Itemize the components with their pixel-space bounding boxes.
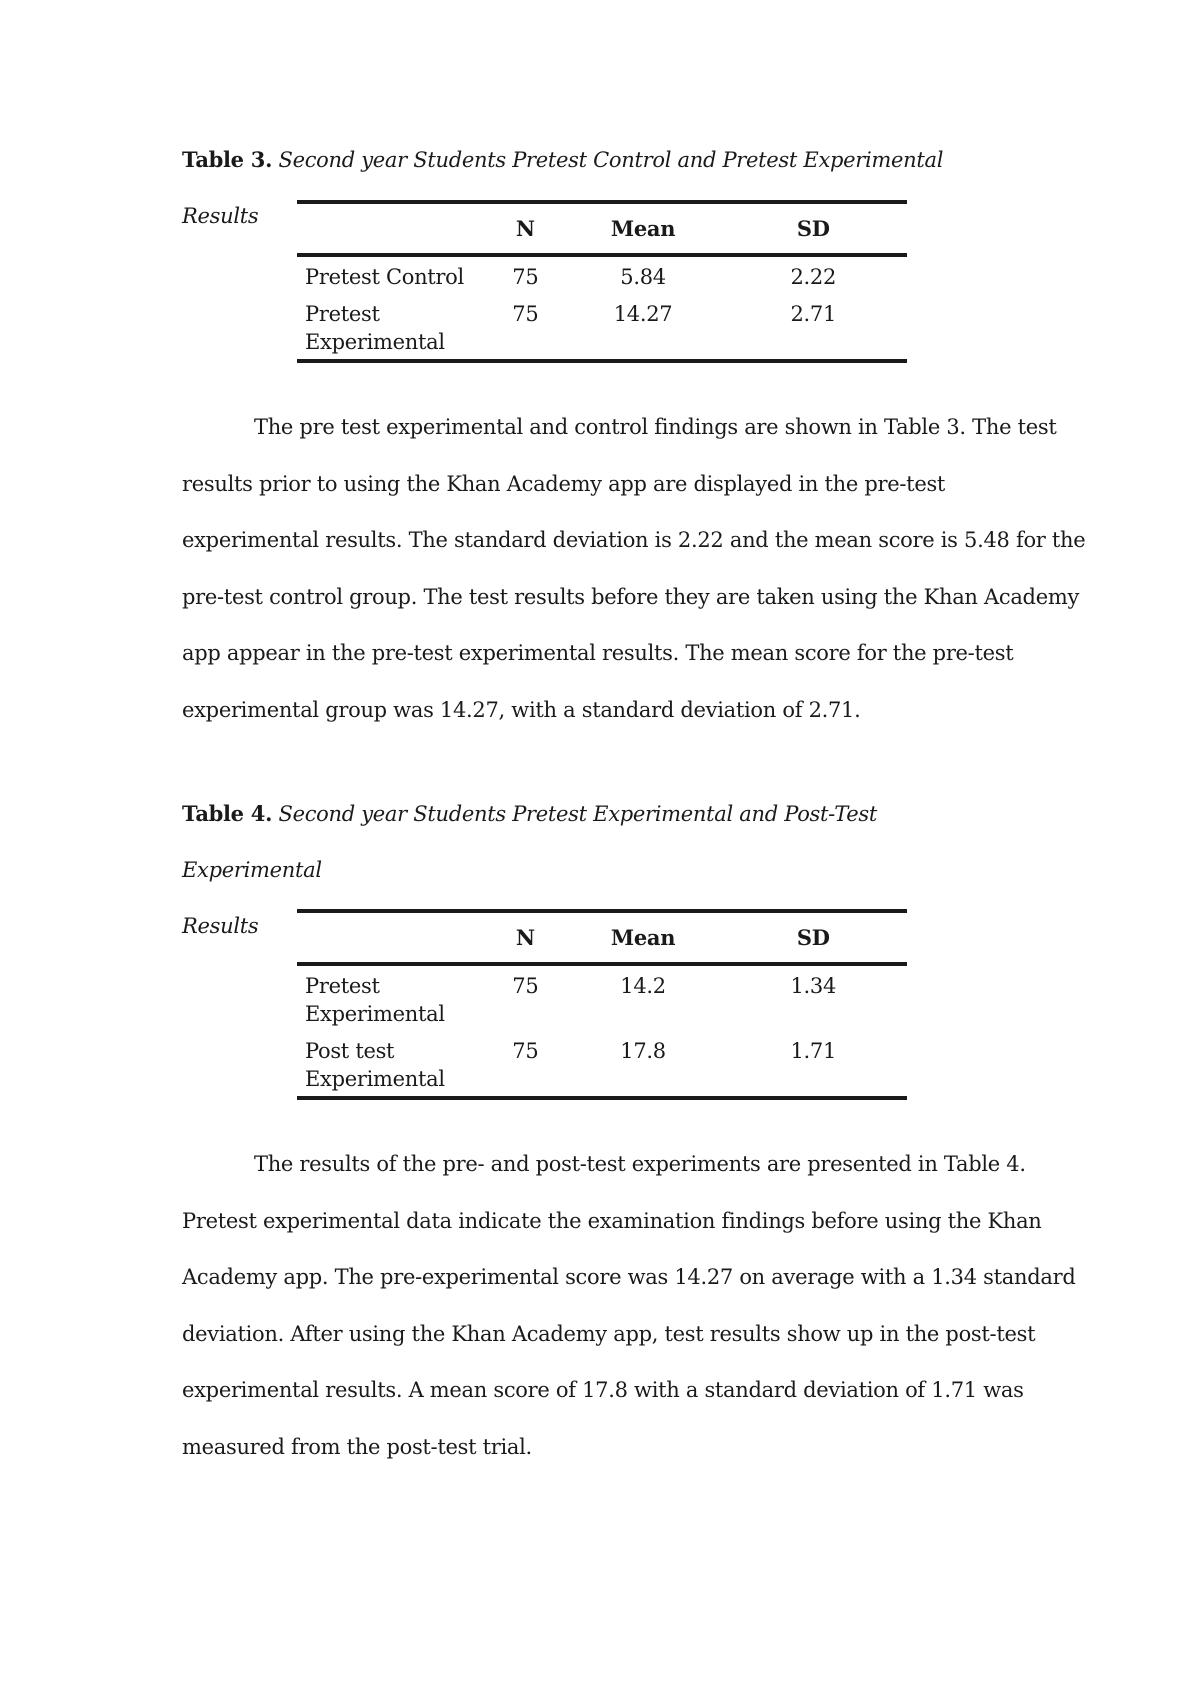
cell-n: 75 xyxy=(512,302,539,326)
row-label-line: Experimental xyxy=(305,1067,445,1091)
row-label-line: Experimental xyxy=(305,1002,445,1026)
table3-header-row xyxy=(297,202,907,255)
cell-n: 75 xyxy=(512,1039,539,1063)
paragraph-line-text: The pre test experimental and control findings are shown in Table 3. The test xyxy=(254,415,1057,439)
table4-header-label xyxy=(297,911,484,964)
cell-n: 75 xyxy=(512,974,539,998)
table4-label: Table 4. xyxy=(182,801,273,826)
paragraph-line: experimental results. A mean score of 17.8 with a standard deviation of 1.71 was xyxy=(182,1378,1024,1402)
table4-header-n: N xyxy=(515,925,535,950)
cell-mean: 14.27 xyxy=(613,302,673,326)
table-row xyxy=(297,1031,907,1098)
paragraph-line: experimental group was 14.27, with a standard deviation of 2.71. xyxy=(182,697,861,722)
paragraph-table4-discussion xyxy=(182,1136,1076,1475)
table3-header-mean: Mean xyxy=(610,216,676,241)
row-label xyxy=(297,964,484,1031)
paragraph-line: Pretest experimental data indicate the examination findings before using the Khan xyxy=(182,1208,1042,1233)
cell-mean: 5.84 xyxy=(620,265,666,289)
row-label-line: Pretest xyxy=(305,974,380,998)
table3-label: Table 3. xyxy=(182,147,273,172)
table4 xyxy=(297,909,907,1100)
paragraph-line: measured from the post-test trial. xyxy=(182,1434,532,1459)
row-label xyxy=(297,255,484,294)
paragraph-line: Academy app. The pre-experimental score was 14.27 on average with a 1.34 standard xyxy=(182,1265,1076,1289)
table4-title: Second year Students Pretest Experimental and Post-Test Experimental xyxy=(182,802,878,882)
paragraph-line: experimental results. The standard deviation is 2.22 and the mean score is 5.48 for the xyxy=(182,528,1086,552)
row-label-line: Experimental xyxy=(305,330,445,354)
paragraph-line: pre-test control group. The test results before they are taken using the Khan Academy xyxy=(182,584,1080,609)
table3-header-n: N xyxy=(515,216,535,241)
row-label-line: Pretest xyxy=(305,302,380,326)
row-label-line: Pretest Control xyxy=(305,265,464,289)
paragraph-line: deviation. After using the Khan Academy app, test results show up in the post-test xyxy=(182,1321,1036,1346)
table3-header-label xyxy=(297,202,484,255)
paragraph-table3-discussion xyxy=(182,399,1086,738)
table3 xyxy=(297,200,907,363)
paragraph-line xyxy=(182,1136,1026,1193)
table4-header-sd: SD xyxy=(796,925,830,950)
cell-sd: 1.71 xyxy=(790,1039,837,1063)
paragraph-line: app appear in the pre-test experimental results. The mean score for the pre-test xyxy=(182,641,1014,665)
paragraph-line xyxy=(182,399,1057,456)
table3-header-sd: SD xyxy=(796,216,830,241)
row-label xyxy=(297,294,484,361)
paragraph-line: results prior to using the Khan Academy app are displayed in the pre-test xyxy=(182,471,946,496)
table3-title: Second year Students Pretest Control and Pretest Experimental Results xyxy=(182,148,944,228)
table-row xyxy=(297,964,907,1031)
cell-sd: 2.71 xyxy=(790,302,837,326)
cell-n: 75 xyxy=(512,265,539,289)
paragraph-line-text: The results of the pre- and post-test experiments are presented in Table 4. xyxy=(254,1152,1026,1176)
cell-mean: 17.8 xyxy=(620,1039,666,1063)
cell-sd: 1.34 xyxy=(790,974,837,998)
row-label xyxy=(297,1031,484,1098)
table-row xyxy=(297,294,907,361)
cell-mean: 14.2 xyxy=(620,974,666,998)
table-row xyxy=(297,255,907,294)
cell-sd: 2.22 xyxy=(790,265,837,289)
table4-header-mean: Mean xyxy=(610,925,676,950)
row-label-line: Post test xyxy=(305,1039,395,1063)
table4-title-continued: Results xyxy=(182,914,259,938)
table4-header-row xyxy=(297,911,907,964)
